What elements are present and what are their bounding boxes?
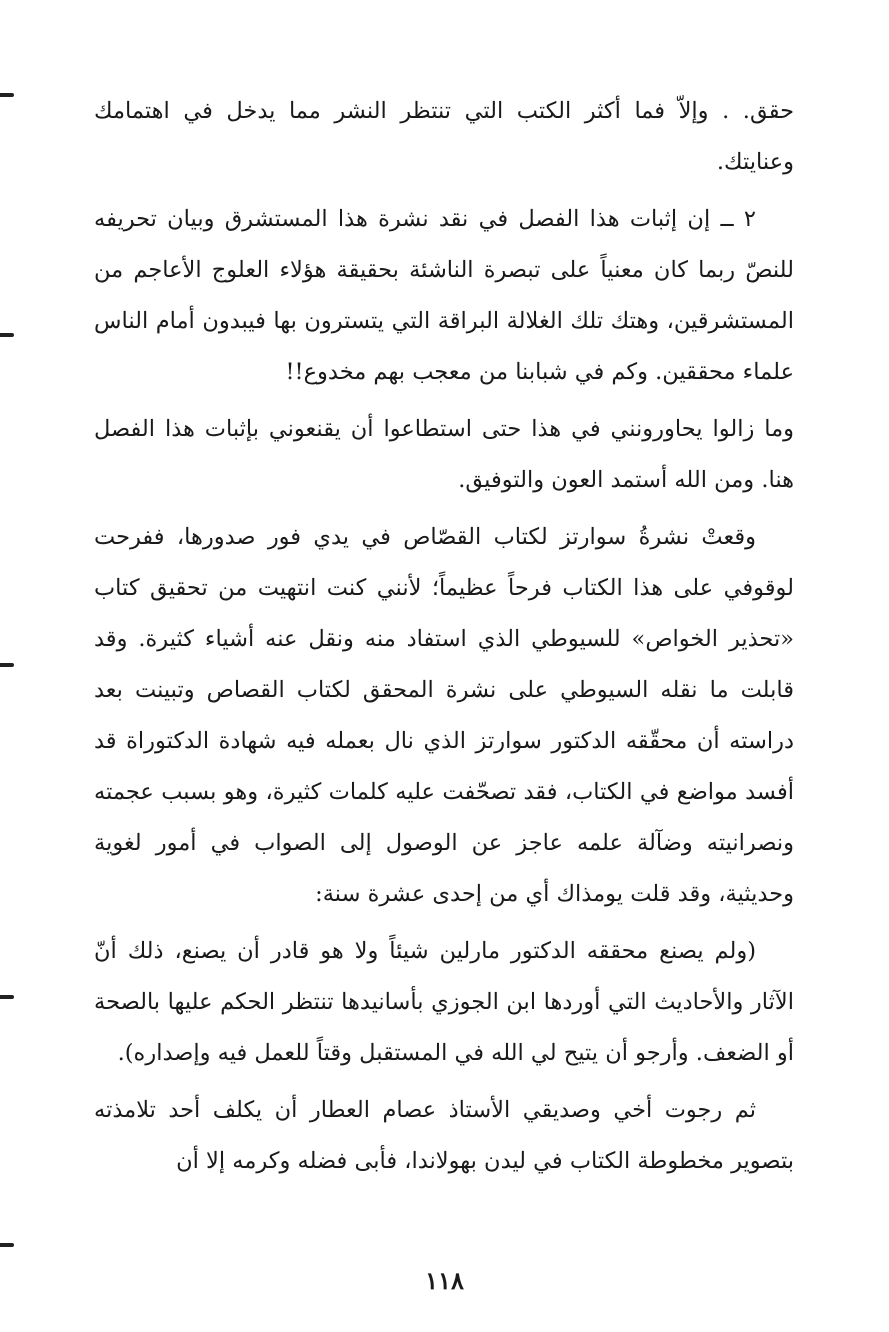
paragraph: (ولم يصنع محققه الدكتور مارلين شيئاً ولا هو قادر أن يصنع، ذلك أنّ الآثار والأحاديث التي أوردها ابن الجوزي بأسانيدها تنتظر الحكم عليها بالصحة أو الضعف. وأرجو أن يتيح لي الله في المستقبل وقتاً للعمل فيه وإصداره).	[94, 938, 794, 1066]
margin-tick	[0, 663, 14, 667]
paragraph: ٢ ــ إن إثبات هذا الفصل في نقد نشرة هذا المستشرق وبيان تحريفه للنصّ ربما كان معنياً على تبصرة الناشئة بحقيقة هؤلاء العلوج الأعاجم من المستشرقين، وهتك تلك الغلالة البراقة التي يتسترون بها فيبدون أمام الناس علماء محققين. وكم في شبابنا من معجب بهم مخدوع!!	[94, 206, 794, 385]
margin-tick	[0, 93, 14, 97]
page-number: ١١٨	[425, 1266, 464, 1295]
paragraph: حقق. . وإلاّ فما أكثر الكتب التي تنتظر النشر مما يدخل في اهتمامك وعنايتك.	[94, 98, 794, 175]
margin-tick	[0, 995, 14, 999]
margin-tick	[0, 1243, 14, 1247]
paragraph: وما زالوا يحاورونني في هذا حتى استطاعوا أن يقنعوني بإثبات هذا الفصل هنا. ومن الله أستمد العون والتوفيق.	[94, 416, 794, 493]
paragraph: ثم رجوت أخي وصديقي الأستاذ عصام العطار أن يكلف أحد تلامذته بتصوير مخطوطة الكتاب في ليدن بهولاندا، فأبى فضله وكرمه إلا أن	[94, 1097, 794, 1174]
margin-tick	[0, 333, 14, 337]
paragraph: وقعتْ نشرةُ سوارتز لكتاب القصّاص في يدي فور صدورها، ففرحت لوقوفي على هذا الكتاب فرحاً عظيماً؛ لأنني كنت انتهيت من تحقيق كتاب «تحذير الخواص» للسيوطي الذي استفاد منه ونقل عنه أشياء كثيرة. وقد قابلت ما نقله السيوطي على نشرة المحقق لكتاب القصاص وتبينت بعد دراسته أن محقّقه الدكتور سوارتز الذي نال بعمله فيه شهادة الدكتوراة قد أفسد مواضع في الكتاب، فقد تصحّفت عليه كلمات كثيرة، وهو بسبب عجمته ونصرانيته وضآلة علمه عاجز عن الوصول إلى الصواب في أمور لغوية وحديثية، وقد قلت يومذاك أي من إحدى عشرة سنة:	[94, 524, 794, 907]
body-text	[94, 86, 794, 1187]
